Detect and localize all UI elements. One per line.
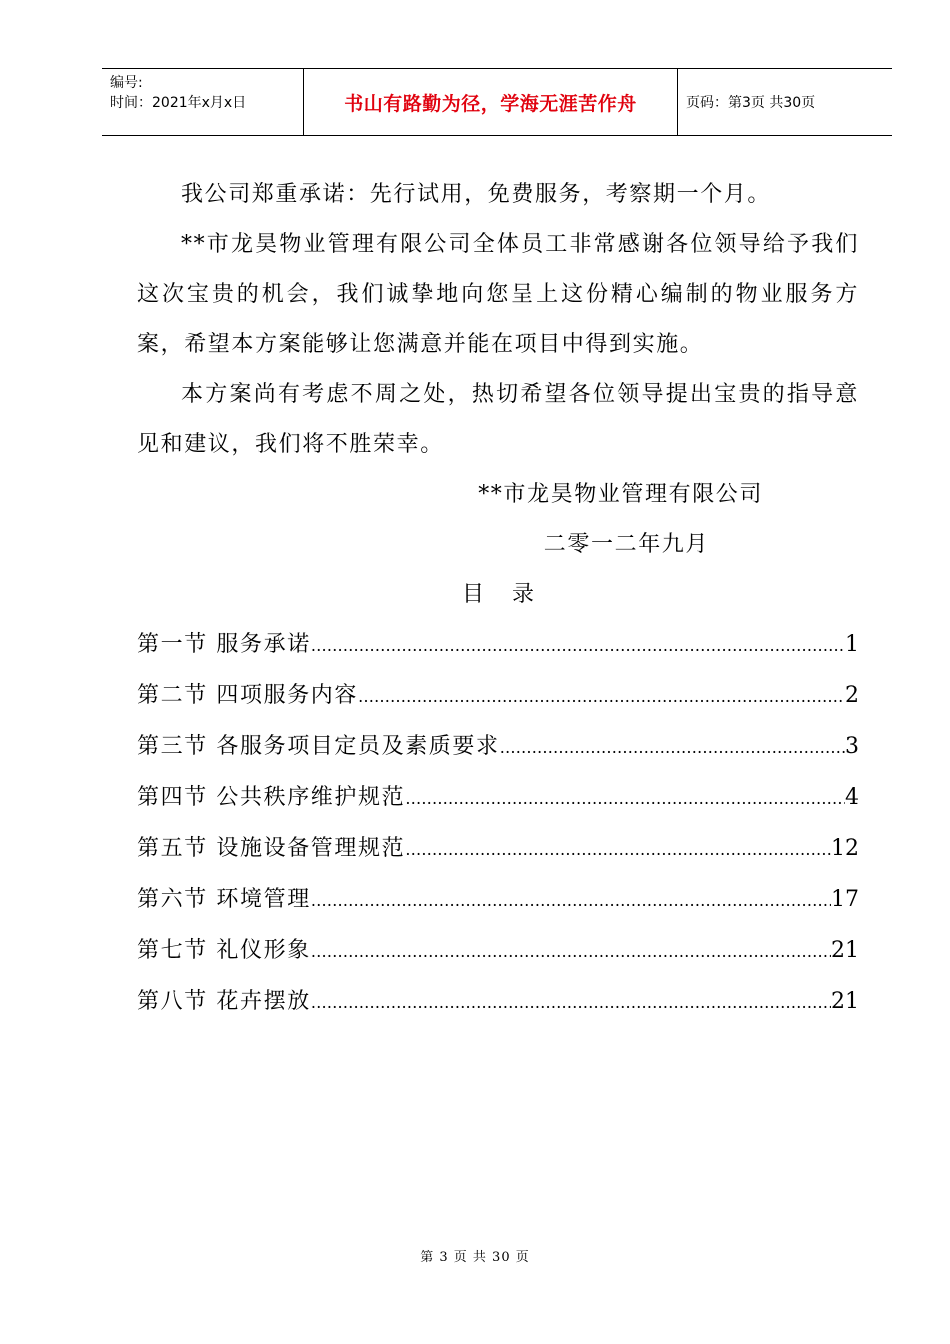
toc-item-label: 第五节 设施设备管理规范 bbox=[137, 836, 406, 861]
toc-item-page: 1 bbox=[845, 632, 859, 657]
paragraph-thanks: **市龙昊物业管理有限公司全体员工非常感谢各位领导给予我们这次宝贵的机会，我们诚挚地向您呈上这份精心编制的物业服务方案，希望本方案能够让您满意并能在项目中得到实施。 bbox=[137, 232, 859, 357]
toc-item-label: 第四节 公共秩序维护规范 bbox=[137, 785, 406, 810]
page-footer: 第 3 页 共 30 页 bbox=[420, 1250, 530, 1265]
toc-item-page: 4 bbox=[845, 785, 859, 810]
paragraph-feedback: 本方案尚有考虑不周之处，热切希望各位领导提出宝贵的指导意见和建议，我们将不胜荣幸。 bbox=[137, 382, 859, 457]
toc-item-page: 12 bbox=[831, 836, 859, 861]
toc-item-page: 3 bbox=[845, 734, 859, 759]
toc-item[interactable] bbox=[137, 977, 859, 1028]
toc-item-label: 第二节 四项服务内容 bbox=[137, 683, 358, 708]
toc-item-label: 第三节 各服务项目定员及素质要求 bbox=[137, 734, 500, 759]
toc-item[interactable] bbox=[137, 773, 859, 824]
toc-leader-dots bbox=[405, 825, 831, 875]
toc-leader-dots bbox=[358, 672, 845, 722]
toc-leader-dots bbox=[311, 876, 831, 926]
header-page-code: 页码：第3页 共30页 bbox=[686, 95, 816, 111]
document-date: 二零一二年九月 bbox=[543, 532, 709, 557]
toc-item[interactable] bbox=[137, 926, 859, 977]
toc-item[interactable] bbox=[137, 620, 859, 671]
toc-leader-dots bbox=[311, 978, 831, 1028]
header-table bbox=[102, 68, 892, 136]
toc-leader-dots bbox=[405, 774, 845, 824]
toc-leader-dots bbox=[311, 621, 845, 671]
header-motto: 书山有路勤为径，学海无涯苦作舟 bbox=[304, 69, 678, 135]
toc-leader-dots bbox=[311, 927, 831, 977]
document-number-label: 编号: bbox=[110, 75, 143, 91]
toc-item-label: 第七节 礼仪形象 bbox=[137, 938, 311, 963]
toc-item[interactable] bbox=[137, 875, 859, 926]
toc-item[interactable] bbox=[137, 671, 859, 722]
toc-item-page: 2 bbox=[845, 683, 859, 708]
document-time-label: 时间：2021年x月x日 bbox=[110, 95, 247, 111]
toc-item[interactable] bbox=[137, 824, 859, 875]
document-body bbox=[137, 170, 859, 1028]
toc-item-page: 21 bbox=[831, 989, 859, 1014]
toc-item-page: 21 bbox=[831, 938, 859, 963]
header-meta-cell bbox=[102, 69, 304, 135]
toc-item-label: 第八节 花卉摆放 bbox=[137, 989, 311, 1014]
toc-title: 目录 bbox=[461, 582, 562, 607]
toc-item-label: 第一节 服务承诺 bbox=[137, 632, 311, 657]
toc-leader-dots bbox=[500, 723, 845, 773]
paragraph-commitment: 我公司郑重承诺：先行试用，免费服务，考察期一个月。 bbox=[181, 182, 772, 207]
toc-item-label: 第六节 环境管理 bbox=[137, 887, 311, 912]
toc-item[interactable] bbox=[137, 722, 859, 773]
toc-item-page: 17 bbox=[831, 887, 859, 912]
company-signature: **市龙昊物业管理有限公司 bbox=[478, 482, 763, 507]
